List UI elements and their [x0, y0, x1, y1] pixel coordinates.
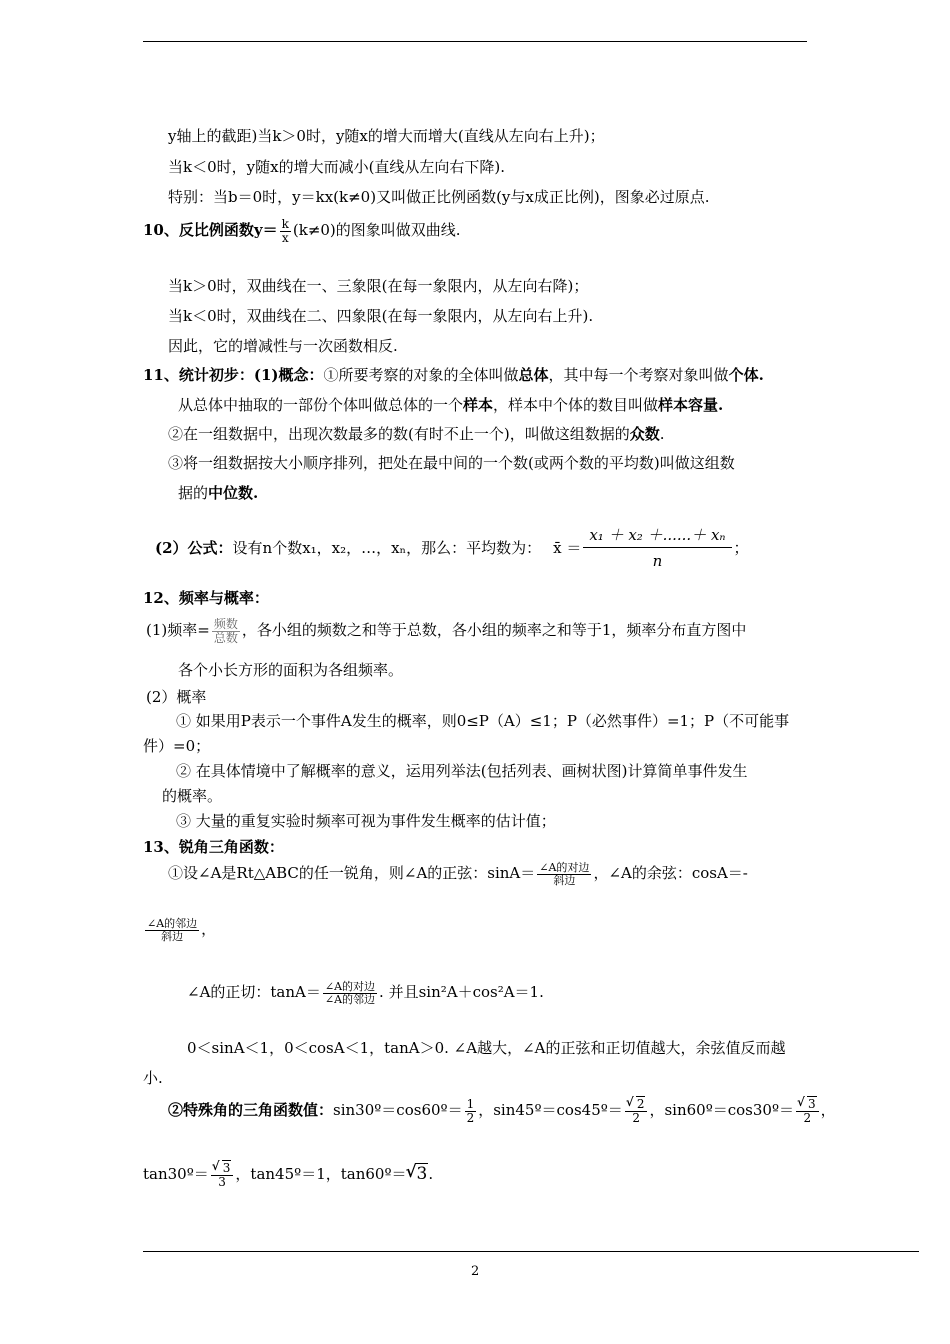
section-11-heading: 11、统计初步：(1)概念：①所要考察的对象的全体叫做总体，其中每一个考察对象叫做个体. [143, 366, 764, 384]
sqrt-3-tan60: √ 3 [407, 1165, 429, 1184]
s12-para-1: (1)频率= $\frac{\text{频数}}{\text{总数}}$ ，各小组的频数之和等于总数，各小组的频率之和等于1，频率分布直方图中 [146, 617, 747, 645]
header-rule [143, 41, 807, 42]
section-10-title: 10、反比例函数y＝ [143, 221, 278, 240]
frac-sin45: √ $\frac{2}{2}$ [625, 1098, 648, 1124]
sqrt-3: √ 3 [798, 1098, 817, 1111]
s11-line-2: 从总体中抽取的一部份个体叫做总体的一个样本，样本中个体的数目叫做样本容量. [178, 396, 724, 414]
frequency-fraction: $\frac{\text{频数}}{\text{总数}}$ [213, 617, 238, 645]
section-10-tail: (k≠0)的图象叫做双曲线. [292, 221, 461, 240]
s13-tan-values: tan30º＝ √ $\frac{3}{3}$ ，tan45º＝1，tan60º＝√ 3. [143, 1162, 433, 1188]
s12-para-4b: 的概率。 [162, 787, 223, 805]
s13-line-1: ①设∠A是Rt△ABC的任一锐角，则∠A的正弦：sinA＝ $\frac{\text{∠A的对边}}{\text{斜边}}$ ，∠A的余弦：cosA＝- [168, 861, 748, 887]
section-10-heading [143, 218, 461, 244]
s10-line-3: 因此，它的增减性与一次函数相反. [168, 337, 398, 355]
linear-line-2: 当k＜0时，y随x的增大而减小(直线从左向右下降). [168, 158, 506, 176]
s12-para-3b: 件）=0； [143, 737, 211, 755]
s11-formula-line: (2）公式：设有n个数x₁，x₂，…，xₙ，那么：平均数为： x̄ ＝ $\frac{\text{x₁ ＋ x₂ ＋......＋ xₙ}}{n}$ ； [155, 526, 749, 570]
s12-para-5: ③ 大量的重复实验时频率可视为事件发生概率的估计值； [176, 812, 556, 830]
s10-line-2: 当k＜0时，双曲线在二、四象限(在每一象限内，从左向右上升). [168, 307, 594, 325]
section-12-heading: 12、频率与概率： [143, 589, 269, 607]
sqrt-2: √ 2 [627, 1098, 646, 1111]
s11-line-5: 据的中位数. [178, 484, 259, 502]
s10-line-1: 当k＞0时，双曲线在一、三象限(在每一象限内，从左向右降)； [168, 277, 589, 295]
page-number: 2 [471, 1264, 480, 1279]
footer-rule [143, 1251, 919, 1252]
s12-para-3: ① 如果用P表示一个事件A发生的概率，则0≤P（A）≤1；P（必然事件）=1；P（不可能事 [176, 712, 790, 730]
s13-line-4b: 小. [143, 1069, 163, 1087]
s12-para-2: (2）概率 [146, 688, 207, 706]
frac-sin30: $\frac{1}{2}$ [466, 1097, 475, 1125]
s12-para-1b: 各个小长方形的面积为各组频率。 [178, 661, 404, 679]
cosine-fraction: $\frac{\text{∠A的邻边}}{\text{斜边}}$ [147, 917, 198, 943]
s13-line-4: 0＜sinA＜1，0＜cosA＜1，tanA＞0. ∠A越大，∠A的正弦和正切值越大，余弦值反而越 [187, 1039, 786, 1057]
linear-line-1: y轴上的截距)当k＞0时，y随x的增大而增大(直线从左向右上升)； [168, 127, 605, 145]
frac-tan30: √ $\frac{3}{3}$ [211, 1162, 234, 1188]
s12-para-4: ② 在具体情境中了解概率的意义，运用列举法(包括列表、画树状图)计算简单事件发生 [176, 762, 748, 780]
s13-line-2: $\frac{\text{∠A的邻边}}{\text{斜边}}$ ， [147, 917, 217, 943]
sqrt-3-tan30: √ 3 [213, 1162, 232, 1175]
s11-line-3: ②在一组数据中，出现次数最多的数(有时不止一个)，叫做这组数据的众数. [168, 425, 665, 443]
s13-line-3: ∠A的正切：tanA＝ $\frac{\text{∠A的对边}}{\text{∠A的邻边}}$ . 并且sin²A＋cos²A＝1. [187, 980, 544, 1006]
inverse-fraction: $\frac{k}{x}$ [281, 217, 289, 245]
s13-special-values: ②特殊角的三角函数值：sin30º＝cos60º＝ $\frac{1}{2}$ ，sin45º＝cos45º＝ √ $\frac{2}{2}$ ，sin60º＝cos30º＝ √ $\frac{3}{2}$ ， [168, 1098, 836, 1124]
section-13-heading: 13、锐角三角函数： [143, 838, 284, 856]
mean-fraction: $\frac{\text{x₁ ＋ x₂ ＋......＋ xₙ}}{n}$ [583, 528, 731, 570]
mean-symbol: x̄ ＝ [553, 538, 582, 557]
s11-line-4: ③将一组数据按大小顺序排列，把处在最中间的一个数(或两个数的平均数)叫做这组数 [168, 454, 735, 472]
linear-line-3: 特别：当b＝0时，y＝kx(k≠0)又叫做正比例函数(y与x成正比例)，图象必过原点. [168, 188, 710, 206]
sine-fraction: $\frac{\text{∠A的对边}}{\text{斜边}}$ [539, 861, 590, 887]
frac-sin60: √ $\frac{3}{2}$ [796, 1098, 819, 1124]
tangent-fraction: $\frac{\text{∠A的对边}}{\text{∠A的邻边}}$ [324, 980, 376, 1006]
